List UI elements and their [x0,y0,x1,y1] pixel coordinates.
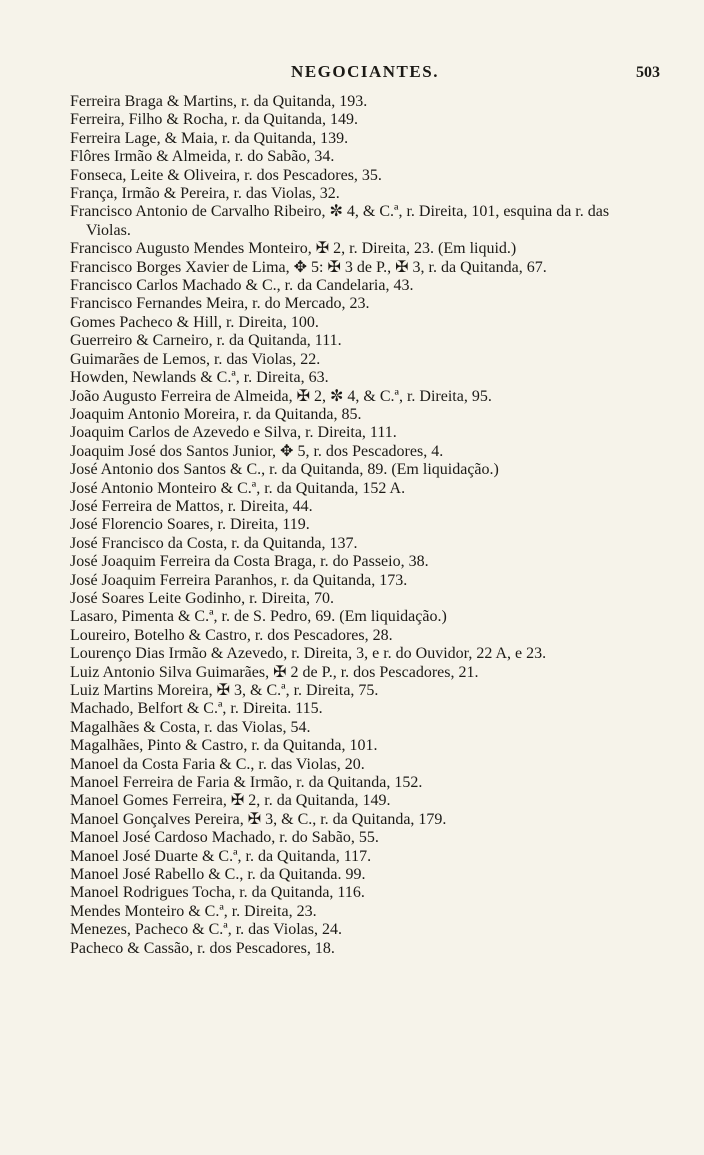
list-item [70,277,645,295]
entry-text: João Augusto Ferreira de Almeida, ✠ 2, ✼ 4, & C.ª, r. Direita, 95. [70,387,492,405]
entry-text: Guerreiro & Carneiro, r. da Quitanda, 111. [70,332,342,350]
entry-text: Manoel José Rabello & C., r. da Quitanda. 99. [70,866,366,884]
list-item [70,572,645,590]
entry-text: José Francisco da Costa, r. da Quitanda, 137. [70,534,358,552]
list-item [70,148,645,166]
entry-text: Magalhães, Pinto & Castro, r. da Quitanda, 101. [70,737,378,755]
entry-text: Howden, Newlands & C.ª, r. Direita, 63. [70,369,329,387]
page-number: 503 [636,64,660,81]
list-item [70,590,645,608]
list-item [70,295,645,313]
entry-text: Francisco Fernandes Meira, r. do Mercado, 23. [70,295,370,313]
entry-text: José Soares Leite Godinho, r. Direita, 70. [70,589,334,607]
entry-text: Menezes, Pacheco & C.ª, r. das Violas, 24. [70,921,342,939]
list-item [70,737,645,755]
list-item [70,645,645,663]
list-item [70,516,645,534]
entry-text: José Joaquim Ferreira da Costa Braga, r. do Passeio, 38. [70,553,429,571]
entry-text: Gomes Pacheco & Hill, r. Direita, 100. [70,313,319,331]
list-item [70,921,645,939]
page-header [70,62,660,86]
entry-text: José Joaquim Ferreira Paranhos, r. da Quitanda, 173. [70,571,408,589]
list-item [70,369,645,387]
list-item [70,774,645,792]
entry-text: Joaquim Carlos de Azevedo e Silva, r. Direita, 111. [70,424,397,442]
entry-text: José Antonio Monteiro & C.ª, r. da Quitanda, 152 A. [70,479,406,497]
list-item [70,866,645,884]
entry-text: Manoel José Cardoso Machado, r. do Sabão, 55. [70,829,379,847]
entry-text: Manoel Gomes Ferreira, ✠ 2, r. da Quitanda, 149. [70,792,391,810]
entry-text: Machado, Belfort & C.ª, r. Direita. 115. [70,700,323,718]
list-item [70,829,645,847]
entry-text: Manoel Ferreira de Faria & Irmão, r. da Quitanda, 152. [70,774,423,792]
list-item [70,332,645,350]
list-item [70,443,645,461]
entry-text: Lasaro, Pimenta & C.ª, r. de S. Pedro, 69. (Em liquidação.) [70,608,447,626]
entry-text: Manoel Rodrigues Tocha, r. da Quitanda, 116. [70,884,365,902]
list-item [70,203,645,240]
list-item [70,314,645,332]
list-item [70,130,645,148]
page-title: NEGOCIANTES. [291,62,439,81]
entry-text: José Florencio Soares, r. Direita, 119. [70,516,310,534]
list-item [70,608,645,626]
entry-text: Francisco Augusto Mendes Monteiro, ✠ 2, r. Direita, 23. (Em liquid.) [70,240,517,258]
list-item [70,167,645,185]
list-item [70,406,645,424]
list-item [70,719,645,737]
entry-text: José Antonio dos Santos & C., r. da Quitanda, 89. (Em liquidação.) [70,461,499,479]
entry-text: Manoel da Costa Faria & C., r. das Violas, 20. [70,755,365,773]
entry-text: Manoel Gonçalves Pereira, ✠ 3, & C., r. da Quitanda, 179. [70,810,447,828]
entry-text: Joaquim José dos Santos Junior, ✥ 5, r. dos Pescadores, 4. [70,442,444,460]
list-item [70,627,645,645]
entry-text: Luiz Antonio Silva Guimarães, ✠ 2 de P., r. dos Pescadores, 21. [70,663,479,681]
list-item [70,848,645,866]
entry-text: Francisco Carlos Machado & C., r. da Candelaria, 43. [70,277,414,295]
entry-text: Manoel José Duarte & C.ª, r. da Quitanda, 117. [70,847,372,865]
list-item [70,903,645,921]
list-item [70,811,645,829]
list-item [70,498,645,516]
list-item [70,185,645,203]
list-item [70,424,645,442]
list-item [70,682,645,700]
entry-text: Francisco Antonio de Carvalho Ribeiro, ✼ 4, & C.ª, r. Direita, 101, esquina da r. das Violas. [70,203,613,239]
list-item [70,884,645,902]
entry-text: Flôres Irmão & Almeida, r. do Sabão, 34. [70,148,335,166]
list-item [70,461,645,479]
list-item [70,792,645,810]
entry-text: Guimarães de Lemos, r. das Violas, 22. [70,350,321,368]
list-item [70,480,645,498]
list-item [70,259,645,277]
list-item [70,388,645,406]
entry-text: Pacheco & Cassão, r. dos Pescadores, 18. [70,939,335,957]
entry-text: Joaquim Antonio Moreira, r. da Quitanda, 85. [70,405,362,423]
entry-text: Luiz Martins Moreira, ✠ 3, & C.ª, r. Direita, 75. [70,682,379,699]
entry-text: Loureiro, Botelho & Castro, r. dos Pescadores, 28. [70,626,393,644]
entry-text: Ferreira Lage, & Maia, r. da Quitanda, 139. [70,129,349,147]
list-item [70,535,645,553]
entry-text: Ferreira, Filho & Rocha, r. da Quitanda, 149. [70,111,358,129]
list-item [70,664,645,682]
entry-text: Lourenço Dias Irmão & Azevedo, r. Direita, 3, e r. do Ouvidor, 22 A, e 23. [70,645,547,663]
list-item [70,240,645,258]
list-item [70,93,645,111]
entry-text: Ferreira Braga & Martins, r. da Quitanda, 193. [70,93,368,110]
list-item [70,553,645,571]
entry-text: Francisco Borges Xavier de Lima, ✥ 5: ✠ 3 de P., ✠ 3, r. da Quitanda, 67. [70,258,547,276]
entry-text: Mendes Monteiro & C.ª, r. Direita, 23. [70,902,317,920]
list-item [70,756,645,774]
list-item [70,700,645,718]
entry-text: França, Irmão & Pereira, r. das Violas, 32. [70,185,340,203]
list-item [70,351,645,369]
merchant-list [70,93,645,958]
entry-text: Magalhães & Costa, r. das Violas, 54. [70,718,311,736]
entry-text: Fonseca, Leite & Oliveira, r. dos Pescadores, 35. [70,166,382,184]
list-item [70,940,645,958]
entry-text: José Ferreira de Mattos, r. Direita, 44. [70,497,313,515]
list-item [70,111,645,129]
